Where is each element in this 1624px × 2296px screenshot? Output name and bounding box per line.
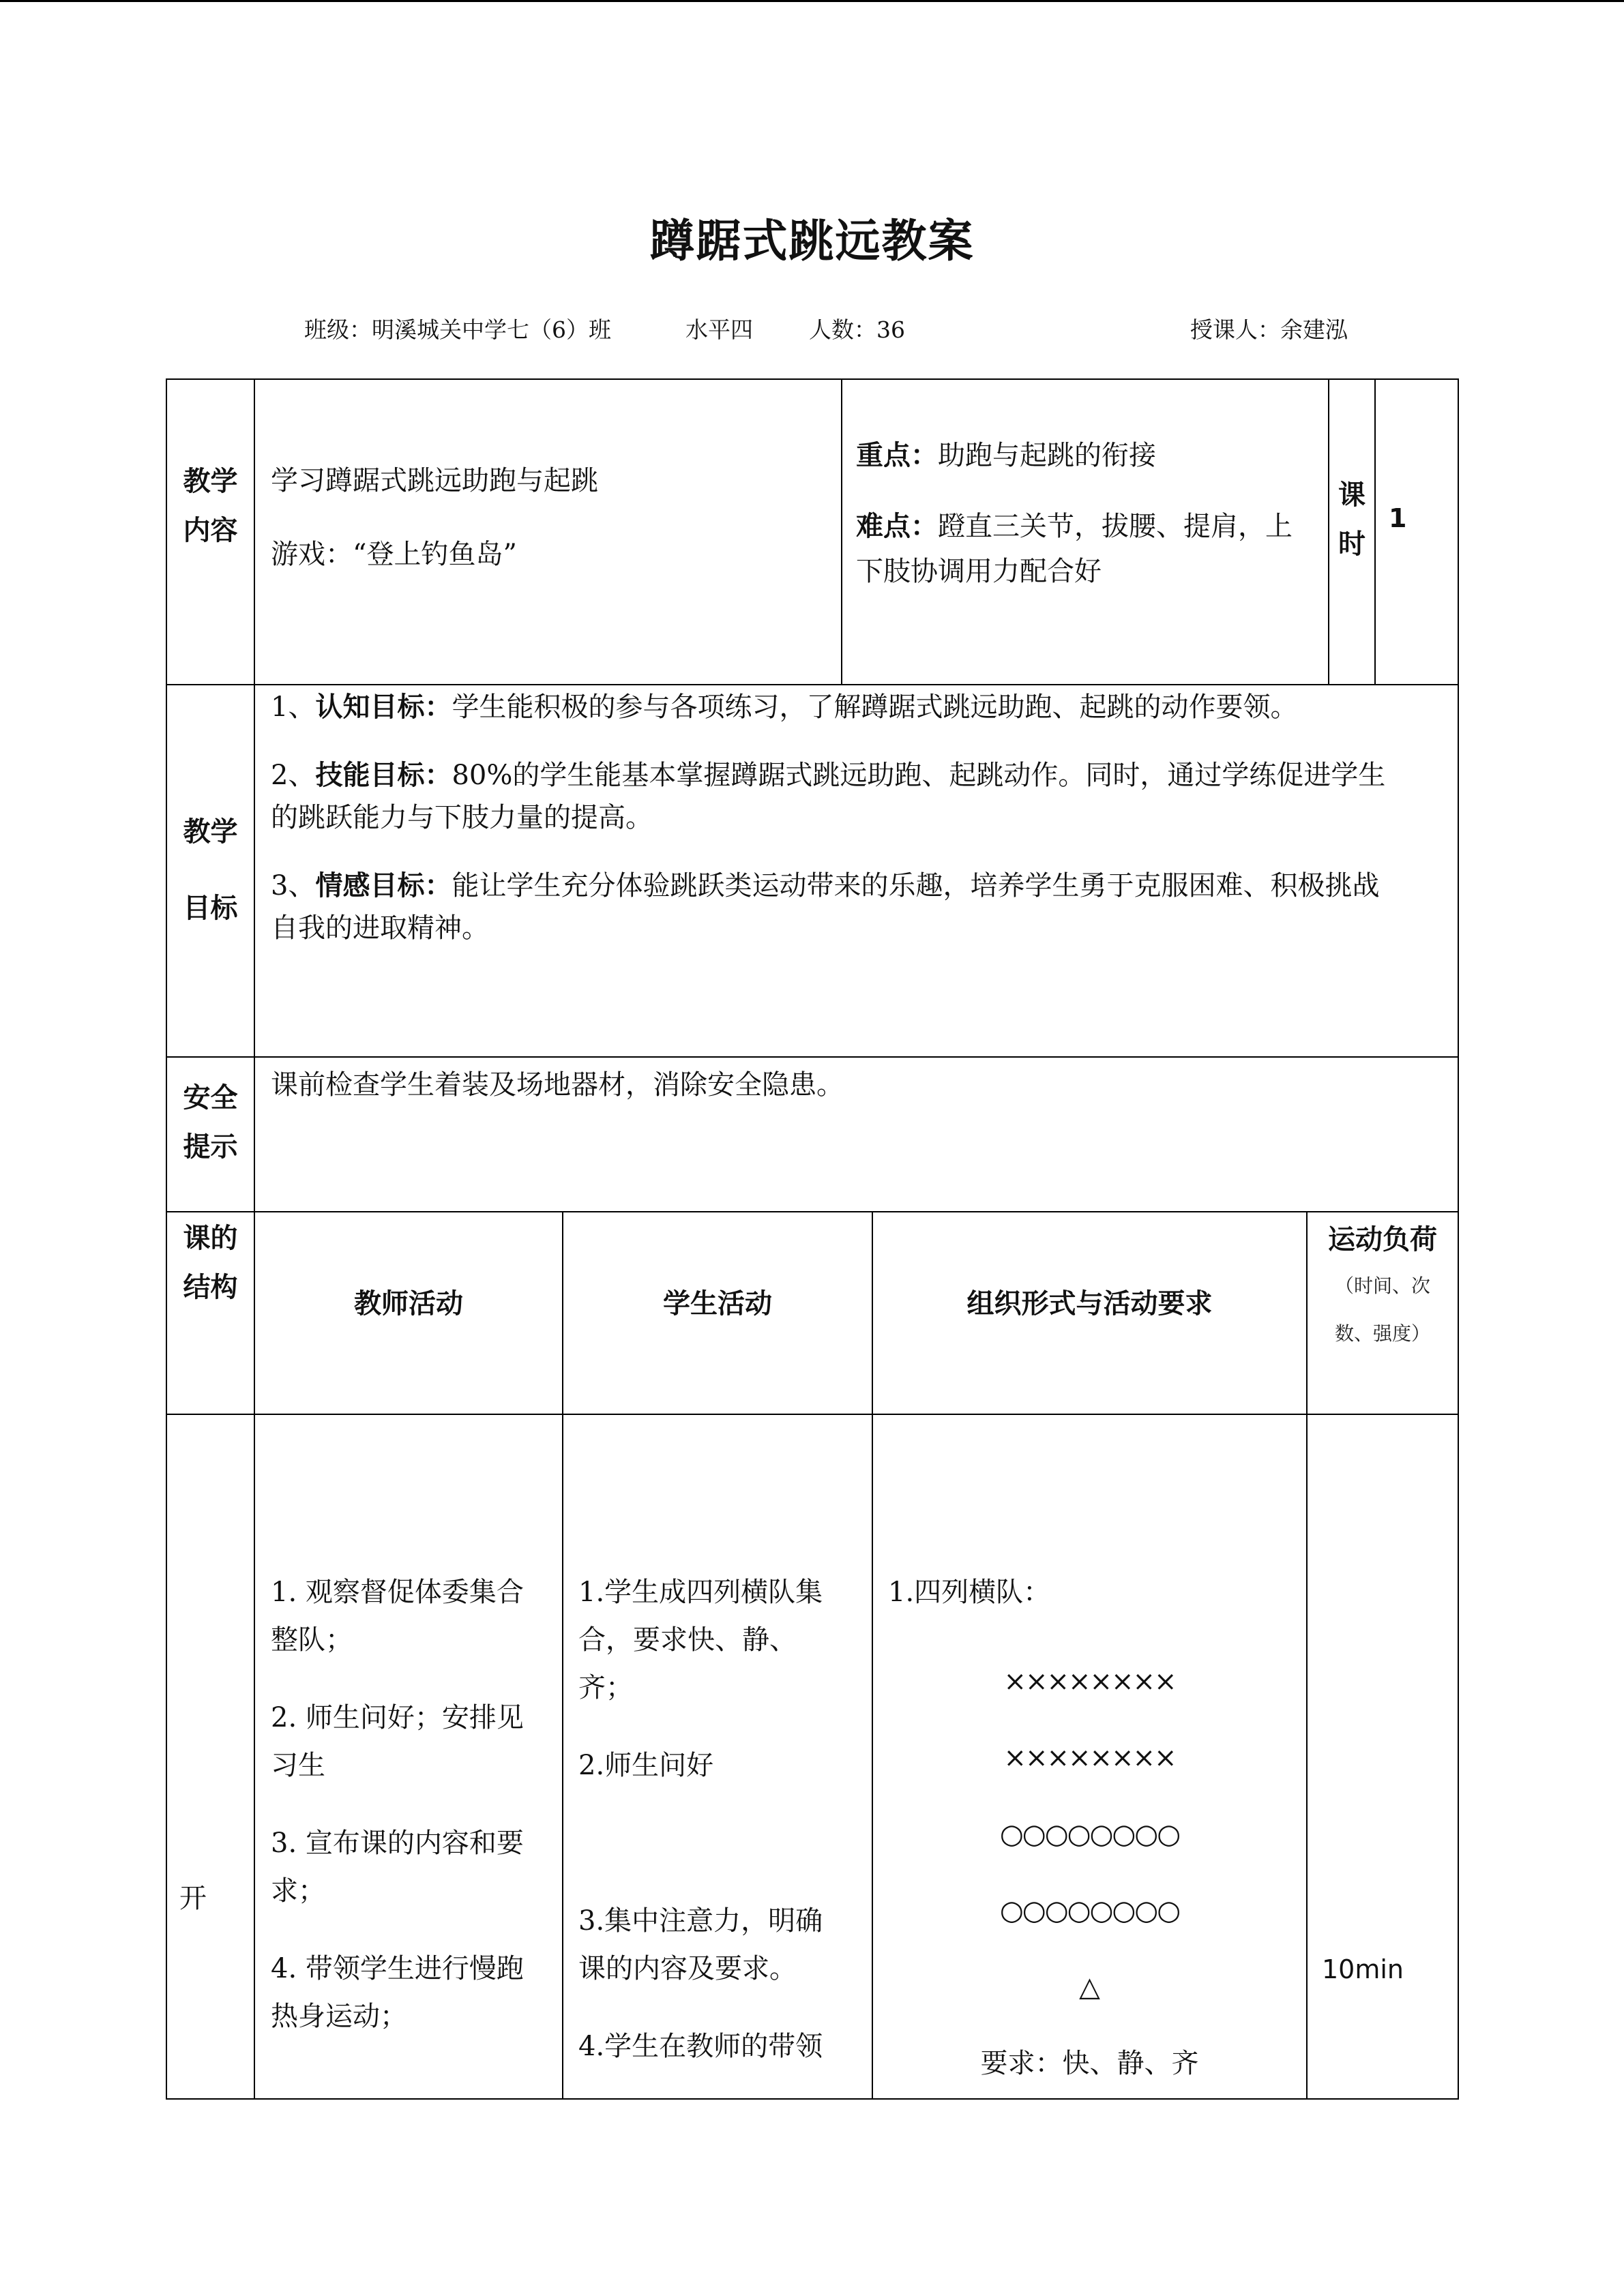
student-activity-line: 4.学生在教师的带领	[578, 2031, 823, 2062]
key-point-text: 助跑与起跳的衔接	[938, 440, 1156, 471]
period-label-line: 课	[1338, 479, 1365, 511]
structure-header	[167, 1214, 254, 1312]
organization-form	[873, 1568, 1306, 2102]
key-point-label: 重点：	[856, 440, 938, 471]
load-header-title: 运动负荷	[1328, 1224, 1437, 1255]
table-line	[166, 1211, 1459, 1212]
safety-label-line: 提示	[183, 1131, 238, 1163]
table-line	[841, 378, 842, 685]
student-count: 人数：36	[809, 316, 905, 343]
content-label-line: 教学	[183, 466, 238, 497]
teacher-activity	[271, 1568, 557, 2040]
period-label-line: 时	[1338, 528, 1365, 560]
student-activity-line: 2.师生问好	[578, 1750, 714, 1781]
difficulty-text: 蹬直三关节，拔腰、提肩，上	[938, 511, 1293, 542]
structure-header-line: 结构	[183, 1272, 238, 1303]
teacher-activity-line: 整队；	[271, 1624, 353, 1656]
table-line	[1458, 378, 1459, 2100]
table-line	[166, 378, 1459, 380]
teacher-activity-line: 3. 宣布课的内容和要	[271, 1828, 524, 1859]
formation-row-cross: ××××××××	[1003, 1742, 1176, 1774]
table-line	[254, 378, 255, 2100]
student-activity-line: 课的内容及要求。	[578, 1953, 797, 1984]
student-activity	[578, 1568, 865, 2070]
teacher-activity-line: 4. 带领学生进行慢跑	[271, 1953, 524, 1984]
load-header-note: 数、强度）	[1334, 1322, 1430, 1345]
period-value: 1	[1389, 503, 1407, 533]
difficulty-text: 下肢协调用力配合好	[856, 556, 1102, 587]
level-info: 水平四	[685, 316, 753, 343]
structure-header-line: 课的	[183, 1223, 238, 1254]
goal-label: 技能目标：	[315, 760, 452, 791]
student-activity-line: 合，要求快、静、	[578, 1624, 797, 1656]
teacher-name: 授课人：余建泓	[1190, 316, 1348, 343]
goal-text: 的跳跃能力与下肢力量的提高。	[271, 802, 653, 833]
content-line: 游戏：“登上钓鱼岛”	[271, 539, 517, 570]
formation-requirement: 要求：快、静、齐	[980, 2048, 1199, 2079]
difficulty-label: 难点：	[856, 511, 938, 542]
goals-text	[271, 686, 1447, 949]
goal-number: 1、	[271, 691, 316, 723]
load-time: 10min	[1322, 1954, 1404, 1984]
teacher-activity-line: 2. 师生问好；安排见	[271, 1702, 524, 1733]
content-text	[271, 458, 830, 577]
goal-number: 2、	[271, 760, 316, 791]
goals-label-line: 教学	[183, 816, 238, 848]
student-activity-line: 齐；	[578, 1672, 633, 1703]
formation-title: 1.四列横队：	[888, 1577, 1051, 1608]
load-header-note: （时间、次	[1334, 1274, 1430, 1297]
table-line	[166, 1056, 1459, 1058]
goal-text: 80%的学生能基本掌握蹲踞式跳远助跑、起跳动作。同时，通过学练促进学生	[452, 760, 1386, 791]
teacher-activity-line: 热身运动；	[271, 2001, 407, 2032]
teacher-activity-line: 1. 观察督促体委集合	[271, 1577, 524, 1608]
teacher-activity-header: 教师活动	[354, 1288, 463, 1320]
student-activity-line: 3.集中注意力，明确	[578, 1905, 823, 1937]
goal-text: 学生能积极的参与各项练习，了解蹲踞式跳远助跑、起跳的动作要领。	[452, 691, 1298, 723]
top-border	[0, 0, 1624, 2]
goal-number: 3、	[271, 870, 316, 901]
student-activity-line: 1.学生成四列横队集	[578, 1577, 823, 1608]
student-activity-header: 学生活动	[663, 1288, 772, 1320]
teacher-activity-line: 习生	[271, 1750, 325, 1781]
class-info: 班级：明溪城关中学七（6）班	[304, 316, 611, 343]
table-line	[1374, 378, 1376, 685]
content-label-line: 内容	[183, 515, 238, 546]
organization-header: 组织形式与活动要求	[966, 1288, 1213, 1320]
goal-label: 情感目标：	[315, 870, 452, 901]
formation-row-circle: ○○○○○○○○	[999, 1895, 1180, 1926]
stage-label: 开	[179, 1883, 207, 1914]
teacher-activity-line: 求；	[271, 1875, 325, 1907]
table-line	[166, 684, 1459, 685]
goal-label: 认知目标：	[315, 691, 452, 723]
goal-text: 能让学生充分体验跳跃类运动带来的乐趣，培养学生勇于克服困难、积极挑战	[452, 870, 1380, 901]
goals-label	[167, 794, 254, 946]
table-line	[166, 1414, 1459, 1415]
teacher-position-marker: △	[1079, 1971, 1100, 2003]
table-line	[562, 1211, 563, 2100]
formation-row-cross: ××××××××	[1003, 1666, 1176, 1697]
load-header	[1308, 1217, 1458, 1358]
page-title: 蹲踞式跳远教案	[649, 215, 975, 267]
formation-row-circle: ○○○○○○○○	[999, 1819, 1180, 1850]
safety-label-line: 安全	[183, 1082, 238, 1114]
content-label	[167, 457, 254, 555]
safety-label	[167, 1073, 254, 1172]
key-points	[856, 433, 1327, 594]
safety-text: 课前检查学生着装及场地器材，消除安全隐患。	[271, 1069, 844, 1101]
goals-label-line: 目标	[183, 893, 238, 924]
content-line: 学习蹲踞式跳远助跑与起跳	[271, 465, 598, 496]
goal-text: 自我的进取精神。	[271, 912, 489, 944]
period-label	[1329, 471, 1374, 569]
